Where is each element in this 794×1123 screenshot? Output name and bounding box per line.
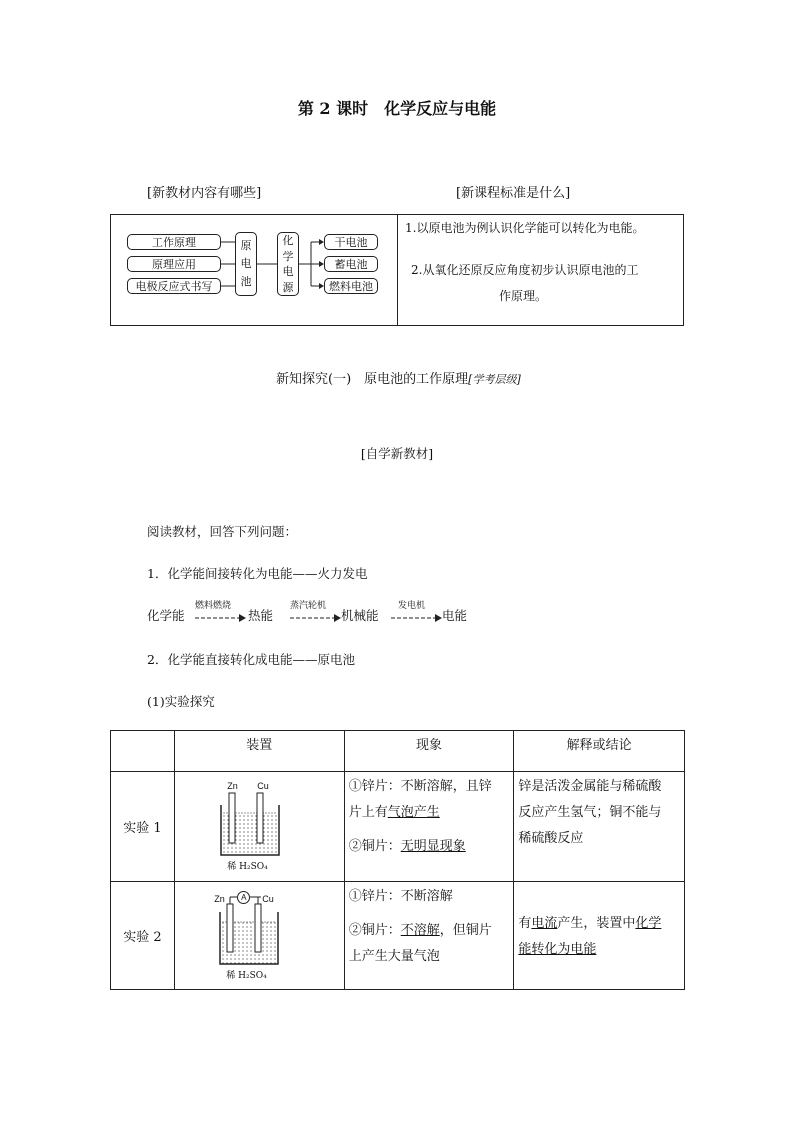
arrow-label-combustion: 燃料燃烧: [195, 601, 232, 611]
conclusion-exp2-line1: [518, 911, 680, 937]
conclusion-exp1: [514, 772, 685, 882]
label-cu: Cu: [262, 893, 274, 904]
arrow-combustion: [195, 613, 247, 623]
phenomena-exp1-line1: ①锌片：不断溶解，且锌: [348, 779, 492, 794]
arrow-label-generator: 发电机: [398, 601, 426, 611]
map-center-cell-label: 原电池: [240, 239, 252, 288]
map-chem-source-label: 化学电源: [282, 234, 294, 294]
beaker-exp1: [219, 791, 299, 859]
item-2: 2．化学能直接转化成电能——原电池: [147, 652, 355, 667]
beaker-exp2: [214, 890, 304, 970]
page-title: 第 2 课时 化学反应与电能: [297, 99, 497, 118]
map-chem-source: [277, 232, 299, 296]
apparatus-exp2: [174, 882, 344, 990]
conclusion-exp2-line1-mid: 产生，装置中: [557, 915, 636, 931]
conclusion-exp1-line2: 反应产生氢气；铜不能与: [518, 805, 662, 820]
phenomena-exp2-text: [349, 882, 510, 970]
phenomena-exp2-line2: [349, 918, 510, 944]
goal-1: 1.以原电池为例认识化学能可以转化为电能。: [405, 221, 645, 235]
energy-node-heat: 热能: [248, 608, 274, 623]
arrow-label-turbine: 蒸汽轮机: [290, 601, 327, 611]
phenomena-exp1-line2: [349, 800, 510, 826]
experiment-table: [110, 730, 685, 990]
answer-bubbles: 气泡产生: [387, 805, 440, 820]
table-header-apparatus: 装置: [174, 731, 344, 772]
label-zn: Zn: [227, 780, 238, 791]
apparatus-exp1: [174, 772, 344, 882]
header-content: [新教材内容有哪些]: [147, 186, 262, 201]
map-item-equation: 电极反应式书写: [127, 278, 221, 294]
phenomena-exp1: [344, 772, 514, 882]
answer-no-change: 无明显现象: [400, 839, 466, 854]
goal-2-cont: 作原理。: [499, 289, 548, 303]
ammeter-icon: A: [237, 891, 250, 904]
conclusion-exp2-line1-text: 有: [518, 915, 532, 931]
caption-h2so4-1: 稀 H₂SO₄: [227, 861, 268, 872]
conclusion-exp2-line2: [518, 937, 680, 963]
apparatus-exp2-figure: [214, 890, 304, 982]
header-standard: [新课程标准是什么]: [456, 186, 571, 201]
table-header-conclusion: 解释或结论: [514, 731, 685, 772]
map-center-cell: [235, 232, 257, 296]
map-item-dry-cell: 干电池: [324, 234, 378, 250]
answer-current: 电流: [531, 915, 558, 931]
conclusion-exp1-line1: 锌是活泼金属能与稀硫酸: [518, 779, 662, 794]
map-item-fuel-cell: 燃料电池: [324, 278, 378, 294]
map-item-application: 原理应用: [127, 256, 221, 272]
phenomena-exp1-text: [349, 772, 510, 860]
label-zn: Zn: [214, 893, 225, 904]
conclusion-exp2: [514, 882, 685, 990]
subsection-title: [自学新教材]: [360, 446, 434, 461]
table-row: [111, 882, 685, 990]
caption-h2so4-2: 稀 H₂SO₄: [226, 970, 267, 981]
phenomena-exp1-line3-text: ②铜片：: [348, 839, 401, 854]
section-title-text: 新知探究(一) 原电池的工作原理: [276, 372, 469, 387]
row-label-exp2: 实验 2: [111, 882, 175, 990]
row-label-exp1: 实验 1: [111, 772, 175, 882]
phenomena-exp1-line3: [349, 834, 510, 860]
table-header-row: [111, 731, 685, 772]
phenomena-exp2: [344, 882, 514, 990]
energy-node-mechanical: 机械能: [341, 608, 379, 623]
map-item-storage-battery: 蓄电池: [324, 256, 378, 272]
item-1: 1．化学能间接转化为电能——火力发电: [147, 566, 368, 581]
answer-no-dissolve: 不溶解: [400, 923, 440, 938]
phenomena-exp1-line2-text: 片上有: [348, 805, 388, 820]
map-item-principle: 工作原理: [127, 234, 221, 250]
phenomena-exp2-line3: 上产生大量气泡: [348, 949, 440, 964]
table-header-blank: [111, 731, 175, 772]
energy-chain: [147, 598, 547, 628]
item-3: (1)实验探究: [147, 694, 215, 709]
intro-text: 阅读教材，回答下列问题：: [147, 524, 298, 539]
energy-node-electric: 电能: [442, 608, 468, 623]
goal-2: 2.从氧化还原反应角度初步认识原电池的工: [411, 263, 639, 277]
section-level: [学考层级]: [468, 373, 521, 386]
conclusion-exp2-text: [518, 909, 680, 963]
answer-chemical: 化学: [635, 915, 662, 931]
section-title: [276, 368, 521, 387]
arrow-turbine: [290, 613, 342, 623]
overview-box: [110, 214, 684, 326]
energy-node-chemical: 化学能: [147, 608, 185, 623]
overview-divider: [397, 215, 398, 325]
table-header-phenomena: 现象: [344, 731, 514, 772]
phenomena-exp2-line2-tail: ，但铜片: [439, 923, 492, 938]
table-row: [111, 772, 685, 882]
apparatus-exp1-figure: [219, 781, 299, 873]
arrow-generator: [391, 613, 443, 623]
conclusion-exp1-line3: 稀硫酸反应: [518, 831, 584, 846]
answer-to-electric: 能转化为电能: [518, 941, 597, 957]
phenomena-exp2-line2-text: ②铜片：: [348, 923, 401, 938]
conclusion-exp1-text: [518, 772, 680, 852]
label-cu: Cu: [257, 780, 269, 791]
phenomena-exp2-line1: ①锌片：不断溶解: [348, 889, 453, 904]
